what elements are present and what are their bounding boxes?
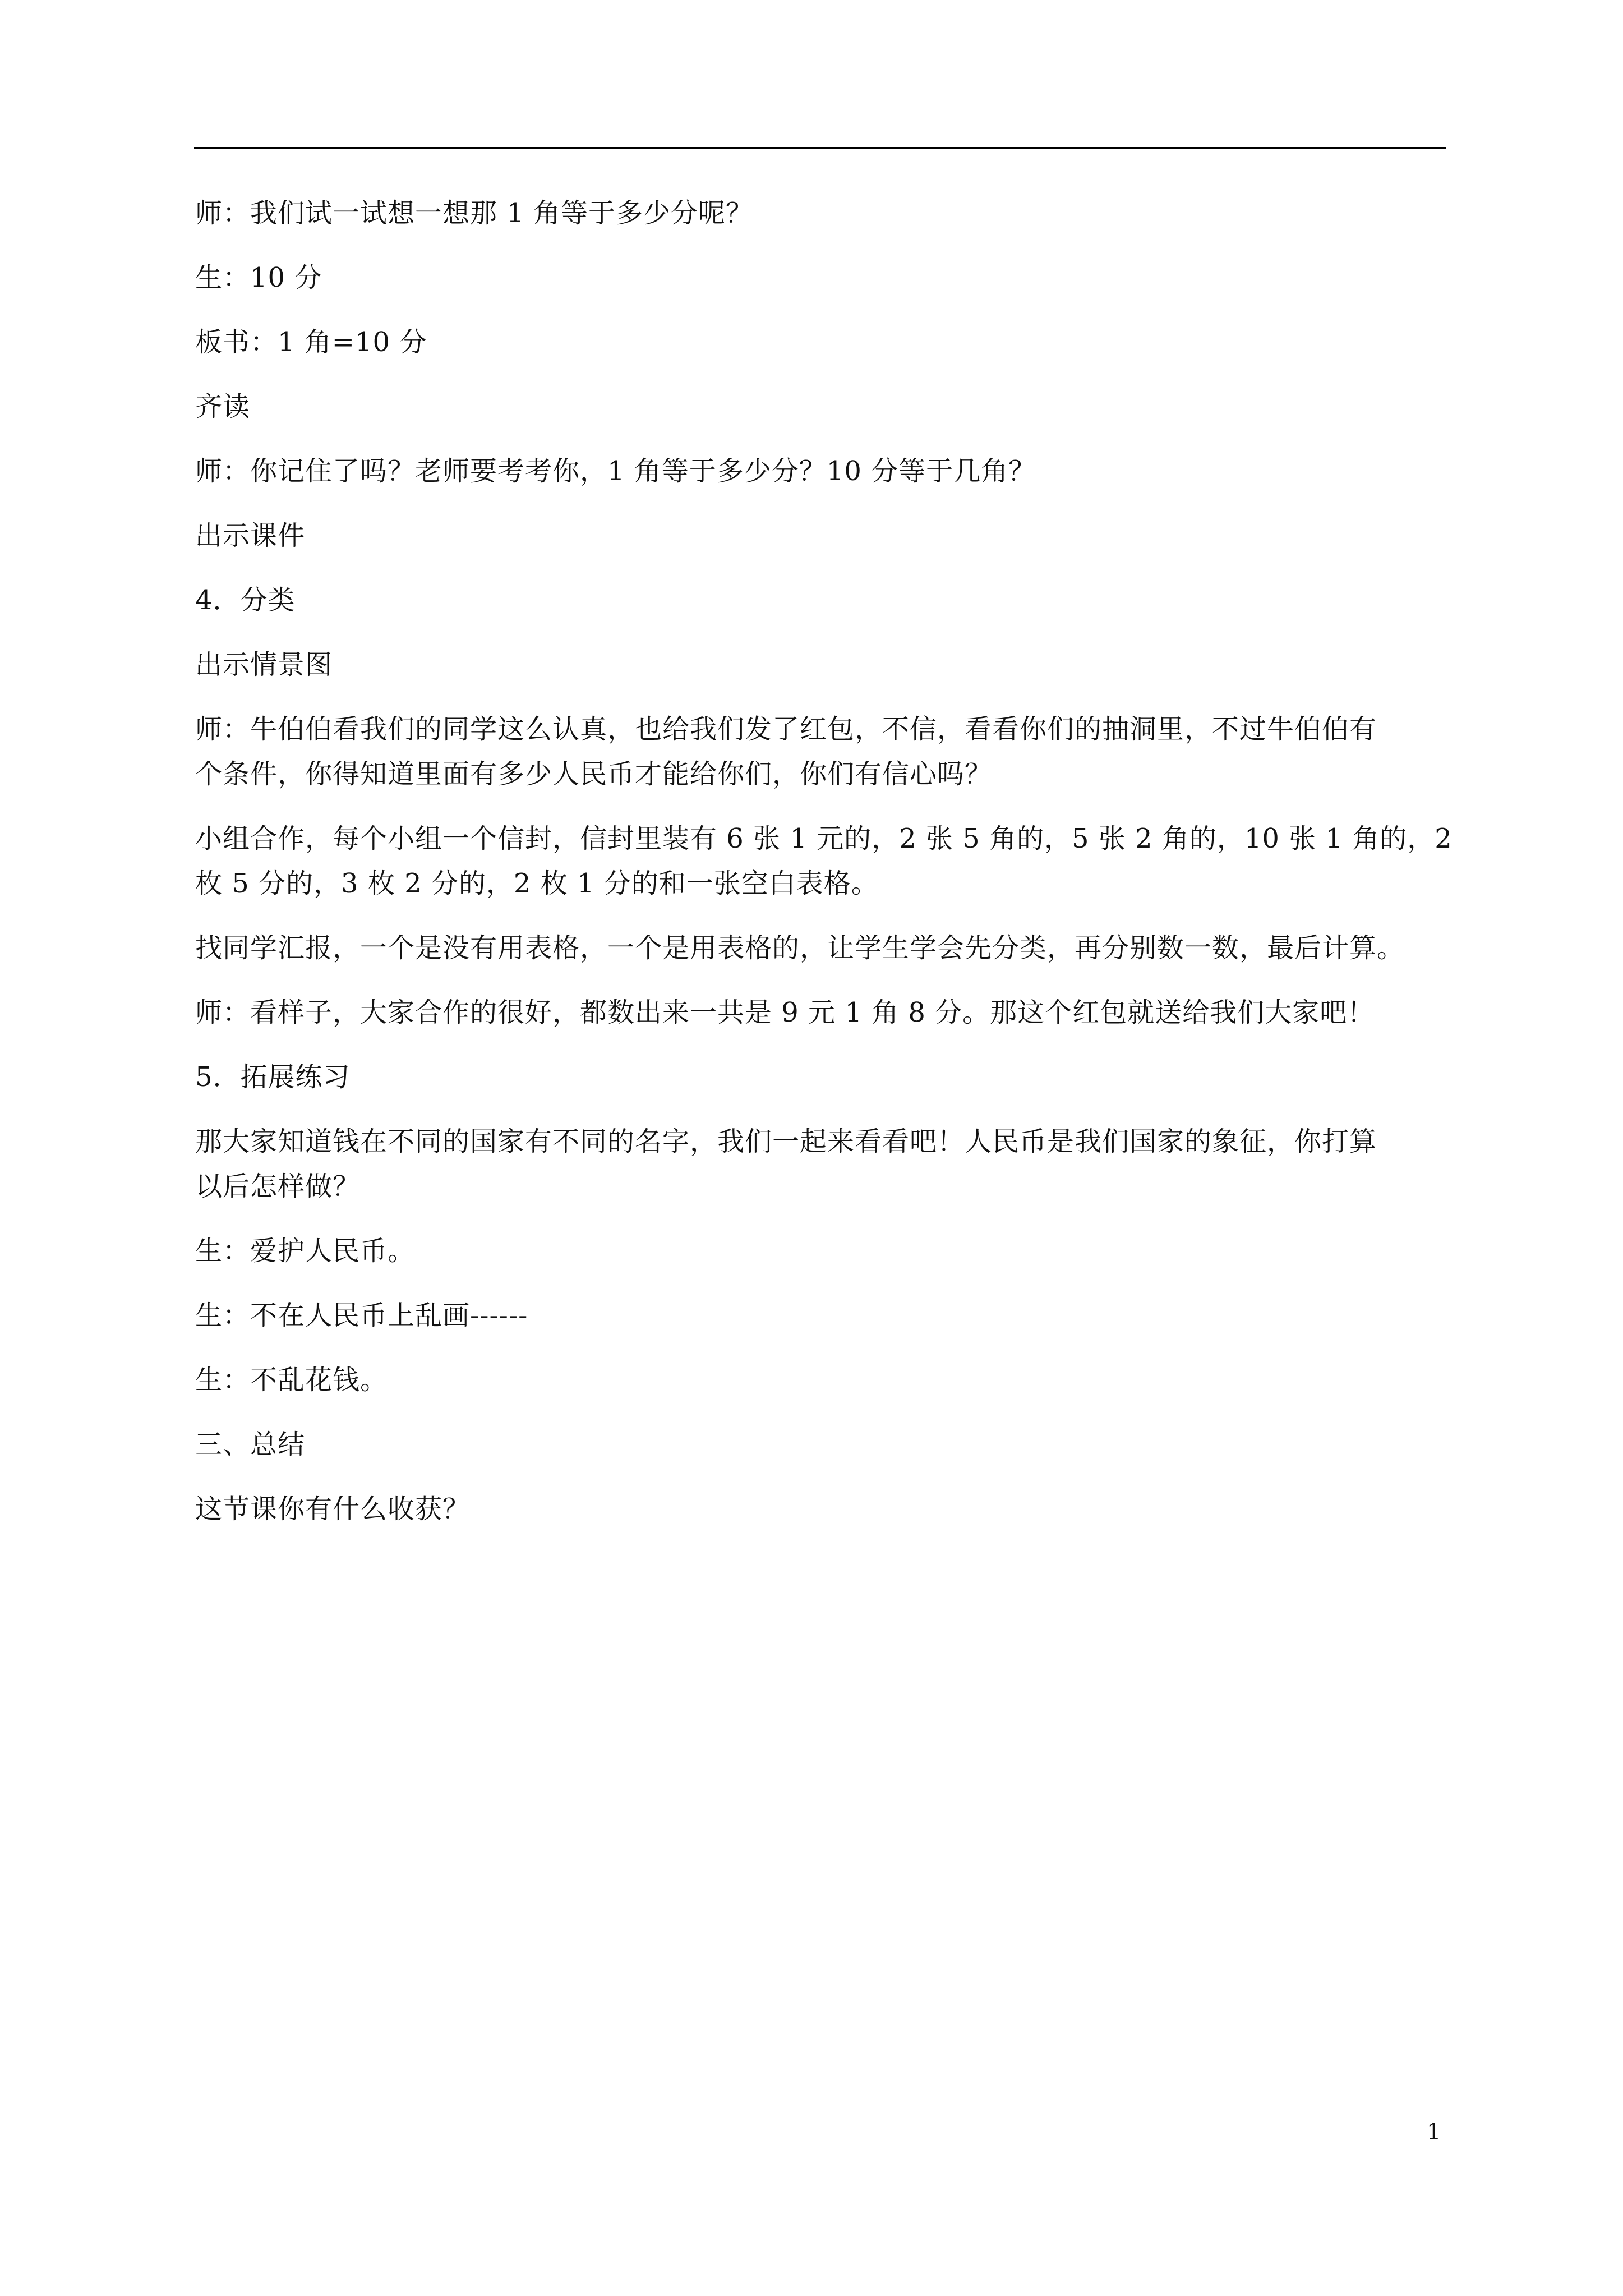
paragraph-line: 这节课你有什么收获？ [195,1493,471,1525]
paragraph-line: 以后怎样做？ [195,1171,361,1202]
paragraph-line: 枚 5 分的，3 枚 2 分的，2 枚 1 分的和一张空白表格。 [195,868,879,899]
section-heading: 三、总结 [195,1429,306,1460]
paragraph-line: 个条件，你得知道里面有多少人民币才能给你们，你们有信心吗？ [195,758,993,790]
paragraph-line: 师：牛伯伯看我们的同学这么认真，也给我们发了红包，不信，看看你们的抽洞里，不过牛伯伯有 [195,714,1377,745]
paragraph-line: 师：我们试一试想一想那 1 角等于多少分呢？ [195,197,754,229]
paragraph-line: 师：你记住了吗？老师要考考你，1 角等于多少分？10 分等于几角？ [195,455,1036,487]
document-body [195,191,1453,1551]
paragraph-line: 小组合作，每个小组一个信封，信封里装有 6 张 1 元的，2 张 5 角的，5 张 2 角的，10 张 1 角的，2 [195,823,1453,854]
paragraph-line: 齐读 [195,391,251,422]
paragraph-line: 出示情景图 [195,649,333,680]
paragraph-line: 出示课件 [195,520,306,551]
paragraph-line: 板书：1 角=10 分 [195,326,427,358]
section-heading: 5．拓展练习 [195,1061,351,1093]
page-number: 1 [1427,2119,1441,2145]
paragraph-line: 生：爱护人民币。 [195,1235,416,1267]
section-heading: 4．分类 [195,585,296,616]
paragraph-line: 生：不在人民币上乱画------ [195,1300,528,1331]
paragraph-line: 师：看样子，大家合作的很好，都数出来一共是 9 元 1 角 8 分。那这个红包就送给我们大家吧！ [195,997,1375,1028]
paragraph-line: 生：10 分 [195,262,322,293]
paragraph-line: 那大家知道钱在不同的国家有不同的名字，我们一起来看看吧！人民币是我们国家的象征，你打算 [195,1126,1377,1157]
header-rule [194,147,1446,149]
paragraph-line: 生：不乱花钱。 [195,1364,388,1396]
paragraph-line: 找同学汇报，一个是没有用表格，一个是用表格的，让学生学会先分类，再分别数一数，最后计算。 [195,932,1405,964]
